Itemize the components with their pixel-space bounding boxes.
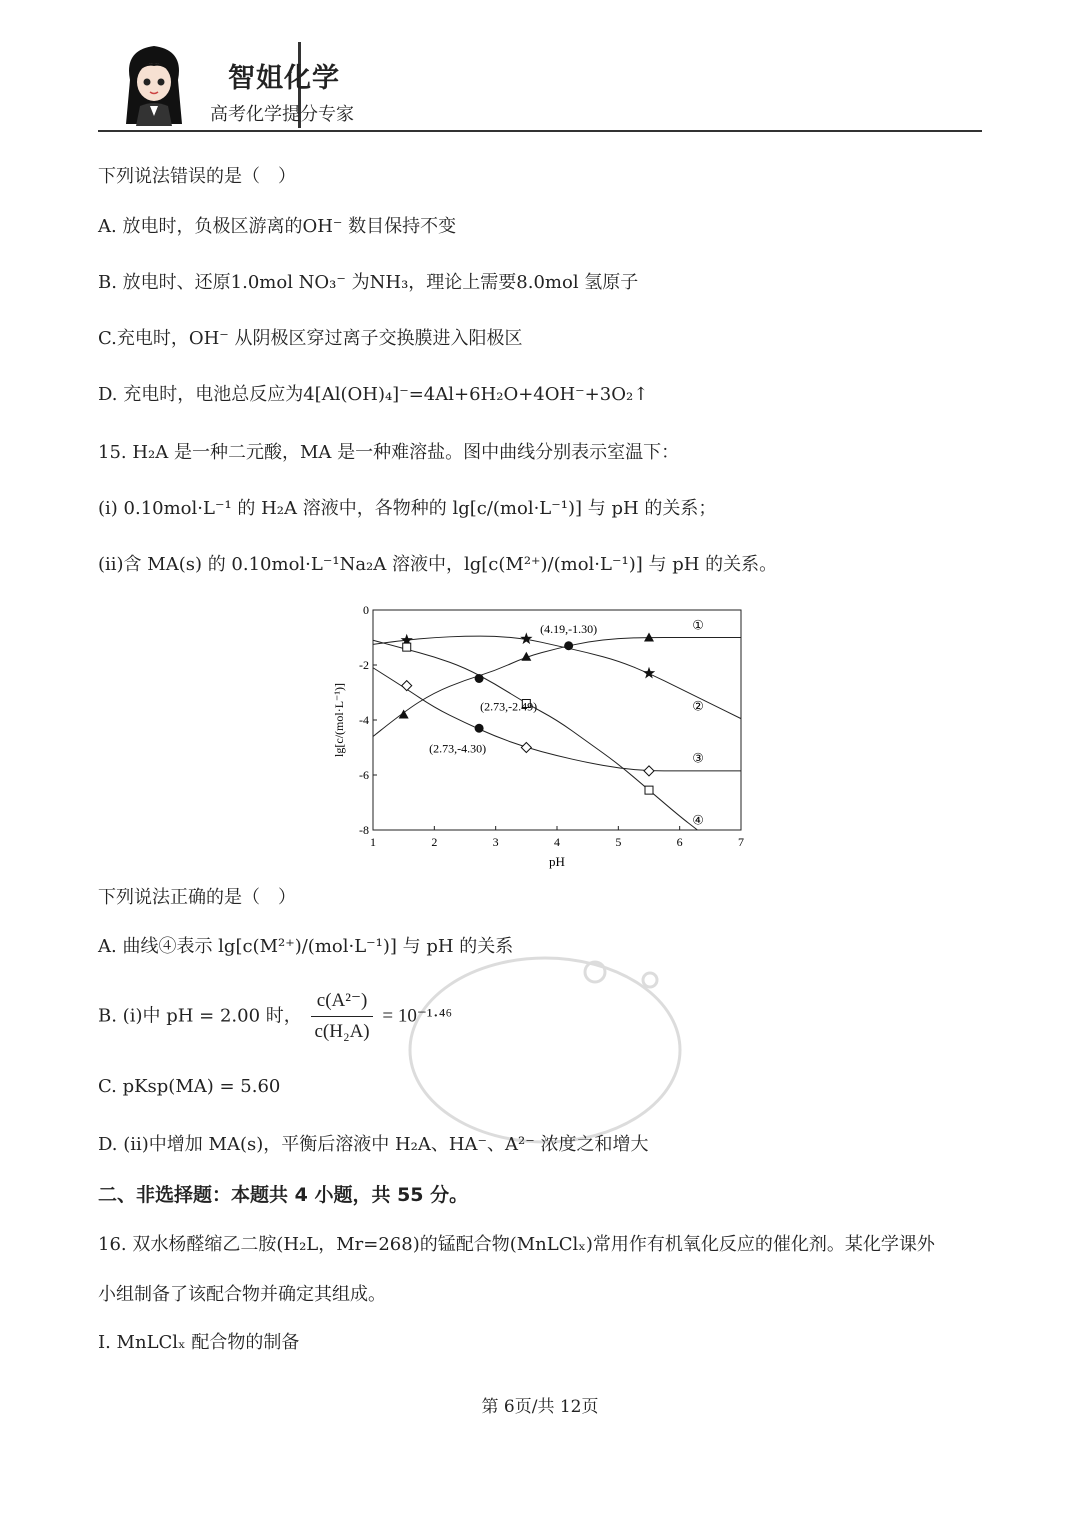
page-header [98, 38, 982, 132]
q15-option-a: A. 曲线④表示 lg[c(M²⁺)/(mol·L⁻¹)] 与 pH 的关系 [98, 936, 514, 957]
point-annotation: (4.19,-1.30) [540, 621, 598, 636]
x-tick-label: 6 [676, 835, 683, 849]
diamond-marker [644, 766, 654, 776]
fraction-numerator: c(A²⁻) [311, 986, 372, 1017]
q14-stem: 下列说法错误的是（ ） [98, 166, 296, 187]
page-footer: 第 6页/共 12页 [481, 1397, 599, 1417]
q15-option-b-value: = 10⁻¹·⁴⁶ [382, 1005, 453, 1027]
chart-x-axis-label: pH [549, 854, 565, 869]
brand-slogan: 高考化学提分专家 [210, 104, 354, 125]
square-marker [645, 786, 653, 794]
chart-y-axis-label: lg[c/(mol·L⁻¹)] [332, 683, 346, 757]
q15-stem: 15. H₂A 是一种二元酸，MA 是一种难溶盐。图中曲线分别表示室温下： [98, 442, 680, 463]
star-marker [643, 667, 655, 679]
q15-question: 下列说法正确的是（ ） [98, 887, 296, 908]
x-tick-label: 5 [615, 835, 622, 849]
chart-plot-area [373, 610, 741, 830]
circle-marker [475, 674, 484, 683]
x-tick-label: 4 [554, 835, 560, 849]
q15-item-2: (ii)含 MA(s) 的 0.10mol·L⁻¹Na₂A 溶液中，lg[c(M²⁺)/(mol·L⁻¹)] 与 pH 的关系。 [98, 554, 778, 575]
q16-line-1: 16. 双水杨醛缩乙二胺(H₂L，Mr=268)的锰配合物(MnLClₓ)常用作有机氧化反应的催化剂。某化学课外 [98, 1234, 935, 1255]
x-tick-label: 7 [738, 835, 744, 849]
q15-option-d: D. (ii)中增加 MA(s)，平衡后溶液中 H₂A、HA⁻、A²⁻ 浓度之和增大 [98, 1134, 649, 1155]
point-annotation: (2.73,-4.30) [429, 741, 487, 756]
q14-option-c: C.充电时，OH⁻ 从阴极区穿过离子交换膜进入阳极区 [98, 328, 523, 349]
y-tick-label: -6 [359, 768, 369, 782]
diamond-marker [402, 681, 412, 691]
y-tick-label: -2 [359, 658, 369, 672]
square-marker [403, 643, 411, 651]
q15-option-b-prefix: B. (i)中 pH = 2.00 时， [98, 1005, 302, 1027]
q15-option-b-fraction [311, 986, 372, 1047]
q15-item-1: (i) 0.10mol·L⁻¹ 的 H₂A 溶液中，各物种的 lg[c/(mol·L⁻¹)] 与 pH 的关系； [98, 498, 717, 519]
q14-option-b: B. 放电时、还原1.0mol NO₃⁻ 为NH₃，理论上需要8.0mol 氢原子 [98, 272, 639, 293]
q15-option-b [98, 986, 452, 1047]
q15-option-c: C. pKsp(MA) = 5.60 [98, 1076, 281, 1097]
avatar-cartoon-icon [116, 40, 192, 126]
series-label-2: ② [692, 699, 704, 715]
series-label-3: ③ [692, 751, 704, 767]
x-tick-label: 3 [492, 835, 499, 849]
x-tick-label: 1 [370, 835, 376, 849]
q14-option-a: A. 放电时，负极区游离的OH⁻ 数目保持不变 [98, 216, 457, 237]
circle-marker [564, 641, 573, 650]
series-label-4: ④ [692, 813, 704, 829]
point-annotation: (2.73,-2.49) [480, 699, 538, 714]
diamond-marker [521, 743, 531, 753]
brand-title: 智姐化学 [228, 63, 340, 94]
star-marker [520, 632, 532, 644]
q16-part-1: I. MnLClₓ 配合物的制备 [98, 1332, 300, 1353]
series-line-3 [373, 668, 741, 771]
watermark-stamp-icon [405, 950, 685, 1150]
triangle-marker [399, 710, 409, 719]
series-label-1: ① [692, 618, 704, 634]
series-line-1 [373, 638, 741, 737]
section-2-title: 二、非选择题：本题共 4 小题，共 55 分。 [98, 1184, 469, 1206]
circle-marker [475, 724, 484, 733]
triangle-marker [644, 633, 654, 642]
x-tick-label: 2 [431, 835, 438, 849]
q16-line-2: 小组制备了该配合物并确定其组成。 [98, 1284, 386, 1305]
y-tick-label: -4 [359, 713, 369, 727]
y-tick-label: 0 [363, 603, 369, 617]
q14-option-d: D. 充电时，电池总反应为4[Al(OH)₄]⁻=4Al+6H₂O+4OH⁻+3O₂↑ [98, 384, 649, 405]
species-concentration-chart [325, 598, 755, 873]
fraction-denominator: c(H₂A) [314, 1021, 370, 1042]
y-tick-label: -8 [359, 823, 369, 837]
